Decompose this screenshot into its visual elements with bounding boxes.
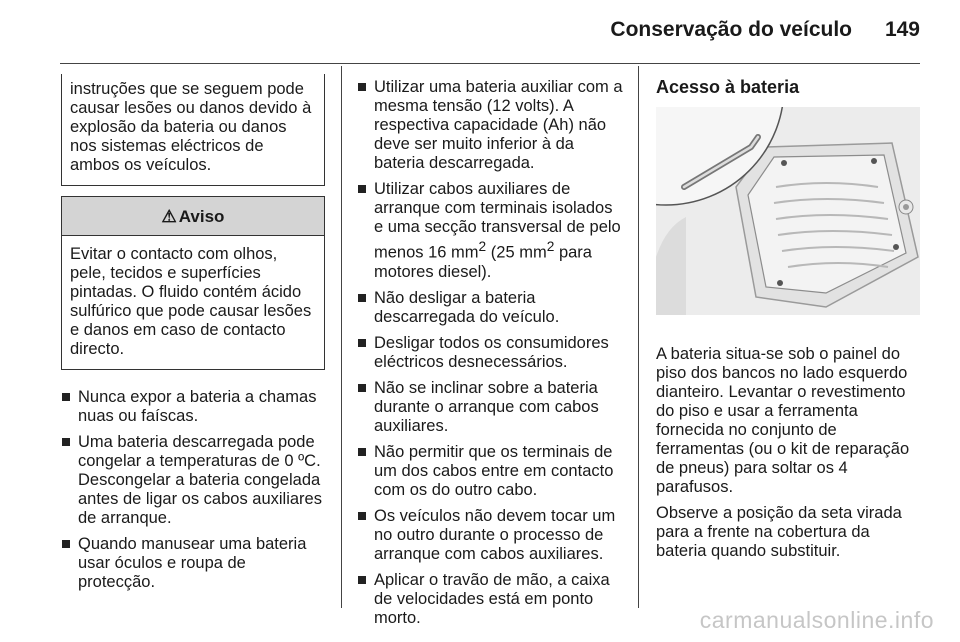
page-header-title: Conservação do veículo	[610, 18, 852, 41]
list-item	[357, 78, 623, 173]
warning-box	[61, 196, 325, 370]
list-item-text: Não se inclinar sobre a bateria durante o arranque com cabos auxiliares.	[374, 378, 599, 435]
list-item-text: Aplicar o travão de mão, a caixa de velocidades está em ponto morto.	[374, 570, 610, 627]
bullet-square-icon	[358, 448, 366, 456]
bullet-square-icon	[358, 294, 366, 302]
body-paragraph: Observe a posição da seta virada para a frente na cobertura da bateria quando substituir.	[656, 504, 902, 560]
list-item-text: Uma bateria descarregada pode congelar a temperaturas de 0 ºC. Descongelar a bateria congelada antes de ligar os cabos auxiliares de arranque.	[78, 433, 322, 527]
column-3	[656, 78, 920, 568]
list-item-text: Os veículos não devem tocar um no outro durante o processo de arranque com cabos auxiliares.	[374, 506, 616, 563]
list-item-text: Utilizar uma bateria auxiliar com a mesma tensão (12 volts). A respectiva capacidade (Ah) não deve ser muito inferior à da bateria descarregada.	[374, 78, 623, 172]
bullet-square-icon	[62, 540, 70, 548]
bullet-list-col2	[357, 78, 623, 628]
column-1	[61, 74, 325, 599]
list-item	[357, 507, 623, 564]
bullet-square-icon	[358, 576, 366, 584]
list-item	[61, 535, 325, 592]
list-item	[357, 571, 623, 628]
column-2	[357, 78, 623, 635]
bullet-square-icon	[62, 393, 70, 401]
list-item	[357, 289, 623, 327]
list-item	[357, 334, 623, 372]
warning-label: Aviso	[178, 206, 225, 226]
list-item	[357, 180, 623, 282]
bullet-square-icon	[358, 384, 366, 392]
battery-access-illustration	[656, 107, 920, 315]
continued-box-text: instruções que se seguem pode causar lesões ou danos devido à explosão da bateria ou danos nos sistemas eléctricos de ambos os veículos.	[70, 80, 312, 174]
list-item-text: Não permitir que os terminais de um dos cabos entre em contacto com os do outro cabo.	[374, 442, 614, 499]
warning-text: Evitar o contacto com olhos, pele, tecidos e superfícies pintadas. O fluido contém ácido sulfúrico que pode causar lesões e danos em caso de contacto directo.	[70, 245, 312, 358]
bullet-list-col1	[61, 388, 325, 592]
bullet-square-icon	[358, 185, 366, 193]
list-item-text: Nunca expor a bateria a chamas nuas ou faíscas.	[78, 388, 317, 425]
warning-header	[62, 197, 324, 236]
continued-warning-box	[61, 74, 325, 186]
list-item-text: Não desligar a bateria descarregada do veículo.	[374, 288, 560, 326]
list-item-text: Quando manusear uma bateria usar óculos e roupa de protecção.	[78, 535, 307, 591]
bullet-square-icon	[358, 83, 366, 91]
bullet-square-icon	[358, 512, 366, 520]
column-divider-right	[638, 66, 639, 608]
list-item	[61, 433, 325, 528]
bullet-square-icon	[62, 438, 70, 446]
bullet-square-icon	[358, 339, 366, 347]
body-paragraph: A bateria situa-se sob o painel do piso dos bancos no lado esquerdo dianteiro. Levantar o revestimento do piso e usar a ferramenta fornecida no conjunto de ferramentas (ou o kit de reparação de pneus) para soltar os 4 parafusos.	[656, 345, 910, 496]
list-item-text-part: (25 mm	[486, 243, 547, 262]
list-item	[61, 388, 325, 426]
list-item	[357, 379, 623, 436]
list-item-text: Desligar todos os consumidores eléctricos desnecessários.	[374, 333, 609, 371]
header-rule	[60, 63, 920, 64]
warning-triangle-icon: ⚠	[161, 206, 177, 226]
list-item	[357, 443, 623, 500]
list-item-text-part: para motores diesel).	[374, 243, 592, 281]
watermark: carmanualsonline.info	[699, 607, 934, 633]
page-number: 149	[884, 18, 920, 41]
superscript: 2	[546, 239, 555, 254]
superscript: 2	[478, 239, 487, 254]
list-item-text-part: Utilizar cabos auxiliares de arranque com terminais isolados e uma secção transversal de pelo menos 16 mm	[374, 180, 621, 262]
section-heading: Acesso à bateria	[656, 77, 800, 97]
column-divider-left	[341, 66, 342, 608]
